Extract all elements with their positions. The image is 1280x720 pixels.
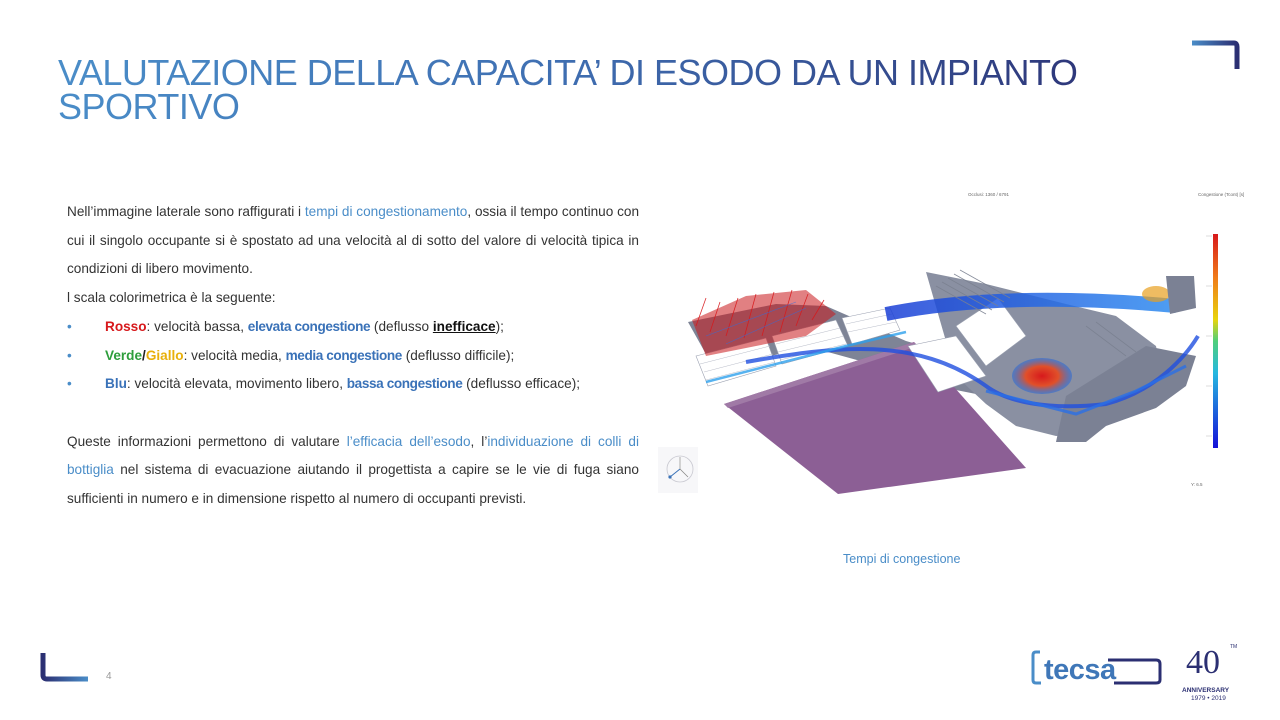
bullet-text: : velocità elevata, movimento libero,: [126, 376, 347, 392]
bullet-text: (deflusso efficace);: [462, 376, 580, 392]
label-blu: Blu: [105, 376, 127, 392]
paragraph-conclusion: [67, 428, 639, 514]
list-item-blue: [67, 370, 639, 399]
color-scale-bar: [1213, 234, 1218, 448]
label-rosso: Rosso: [105, 318, 147, 334]
slide-title: VALUTAZIONE DELLA CAPACITA’ DI ESODO DA UN IMPIANTO SPORTIVO: [58, 56, 1158, 124]
figure-caption: Tempi di congestione: [843, 552, 961, 566]
bullet-dot: •: [67, 376, 72, 392]
page-number: 4: [106, 671, 112, 682]
bullet-text: : velocità bassa,: [146, 318, 248, 334]
highlight-bottlenecks: individuazione di colli di bottiglia: [67, 433, 639, 478]
keyword-high-congestion: elevata congestione: [247, 318, 371, 334]
intro-text-end: , ossia il tempo continuo con cui il singolo occupante si è spostato ad una velocità al di sotto del valore di velocità tipica in condizioni di libero movimento.: [67, 204, 640, 277]
corner-bracket-bottom-left: [40, 652, 90, 682]
figure-footer-label: Y: 6.5: [1191, 482, 1203, 487]
paragraph-intro: [67, 198, 639, 284]
bullet-dot: •: [67, 347, 72, 363]
tecsa-logo: [1030, 640, 1245, 702]
figure-header-right: Congestione (Tcont) [s]: [1198, 192, 1245, 197]
highlight-congestion-times: tempi di congestionamento: [304, 204, 468, 219]
corner-bracket-top-right: [1190, 40, 1240, 70]
congestion-simulation-figure: [686, 186, 1246, 496]
label-giallo: Giallo: [145, 347, 184, 363]
conclusion-text: Queste informazioni permettono di valutare: [67, 433, 347, 449]
highlight-exodus-efficacy: l’efficacia dell’esodo: [346, 433, 471, 449]
color-scale-list: [67, 313, 639, 399]
bullet-text: : velocità media,: [183, 347, 286, 363]
brand-text: tecsa: [1044, 654, 1116, 686]
trademark: TM: [1230, 644, 1238, 650]
label-verde: Verde: [105, 347, 143, 363]
body-text: [67, 198, 639, 514]
bullet-text: (deflusso difficile);: [401, 347, 515, 363]
anniversary-years: 1979 • 2019: [1191, 695, 1226, 702]
congestion-zone-medium: [1142, 286, 1170, 302]
keyword-medium-congestion: media congestione: [285, 347, 402, 363]
separator: /: [142, 347, 146, 363]
spacer: [67, 399, 639, 428]
keyword-low-congestion: bassa congestione: [346, 376, 463, 392]
anniversary-label: ANNIVERSARY: [1182, 687, 1230, 694]
paragraph-scale: l scala colorimetrica è la seguente:: [67, 290, 276, 306]
bullet-text: );: [495, 318, 504, 334]
congestion-zone-exit: [1012, 358, 1072, 394]
intro-text: Nell’immagine laterale sono raffigurati i: [67, 204, 305, 219]
emphasis-inefficace: inefficace: [432, 318, 496, 334]
list-item-red: [67, 313, 639, 342]
bullet-dot: •: [67, 318, 72, 334]
bullet-text: (deflusso: [370, 318, 433, 334]
list-item-green-yellow: [67, 342, 639, 371]
conclusion-text-end: nel sistema di evacuazione aiutando il progettista a capire se le vie di fuga siano sufficienti in numero e in dimensione rispetto al numero di occupanti previsti.: [67, 462, 639, 507]
conclusion-text: , l’: [470, 433, 488, 449]
anniversary-number: 40: [1186, 644, 1220, 681]
stair-block: [1166, 276, 1196, 314]
figure-header-left: Occlusi: 1360 / 6791: [968, 192, 1010, 197]
